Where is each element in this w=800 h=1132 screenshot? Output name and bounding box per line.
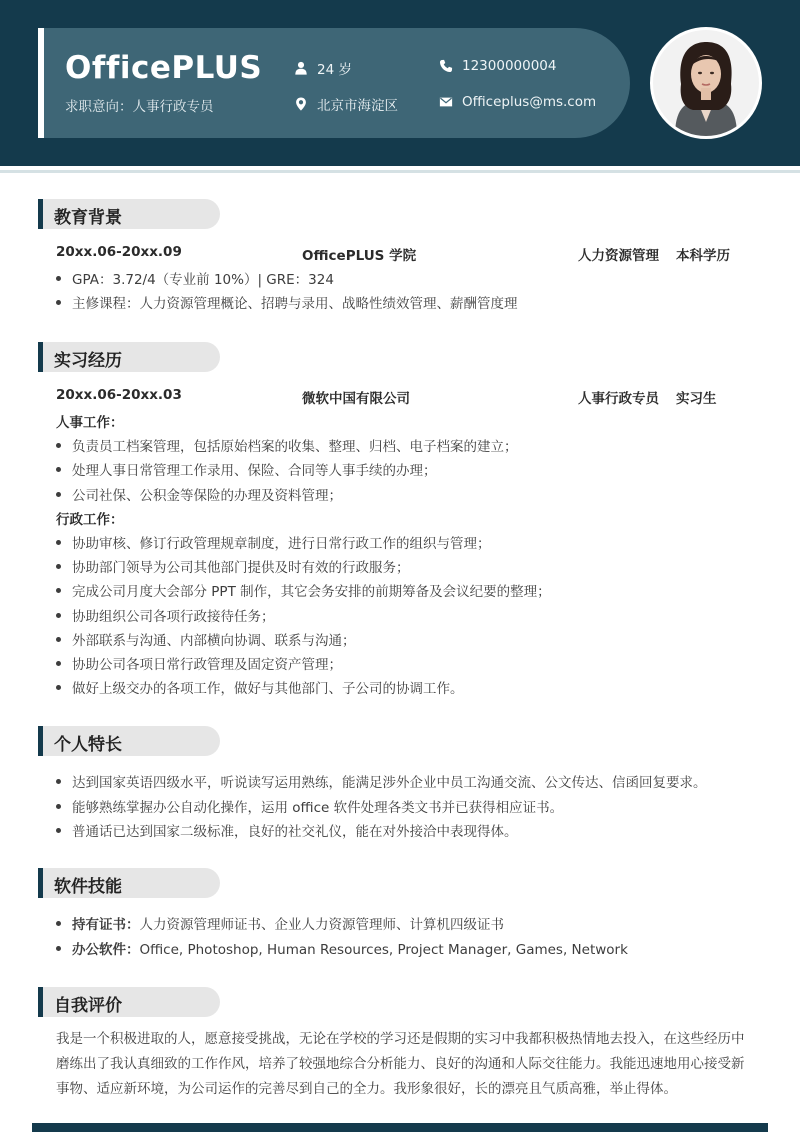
section-title-text: 实习经历 — [54, 351, 122, 371]
list-item: 公司社保、公积金等保险的办理及资料管理； — [56, 484, 342, 504]
phone-info — [438, 58, 556, 74]
education-major: 人力资源管理 — [578, 248, 659, 264]
person-icon — [293, 60, 309, 76]
section-title-text: 软件技能 — [54, 877, 122, 897]
profile-photo — [650, 27, 762, 139]
section-title-text: 个人特长 — [54, 735, 122, 755]
list-item: 能够熟练掌握办公自动化操作，运用 office 软件处理各类文书并已获得相应证书。 — [56, 796, 563, 816]
phone-text: 12300000004 — [462, 58, 557, 74]
list-item: 协助公司各项日常行政管理及固定资产管理； — [56, 653, 342, 673]
header-accent-bar — [38, 28, 44, 138]
list-item: 处理人事日常管理工作录用、保险、合同等人事手续的办理； — [56, 459, 437, 479]
list-item: 协助审核、修订行政管理规章制度，进行日常行政工作的组织与管理； — [56, 532, 491, 552]
section-title-education — [38, 199, 220, 229]
job-intent: 求职意向：人事行政专员 — [65, 99, 214, 115]
age-text: 24 岁 — [317, 62, 352, 78]
email-icon — [438, 94, 454, 110]
list-item — [56, 913, 504, 933]
footer-bar — [32, 1123, 768, 1132]
email-info — [438, 94, 596, 110]
hr-work-label: 人事工作： — [56, 415, 124, 431]
section-title-text: 教育背景 — [54, 208, 122, 228]
list-item: 达到国家英语四级水平，听说读写运用熟练，能满足涉外企业中员工沟通交流、公文传达、信函回复要求。 — [56, 771, 707, 791]
email-text: Officeplus@ms.com — [462, 94, 597, 110]
candidate-name: OfficePLUS — [65, 50, 263, 86]
list-item: 完成公司月度大会部分 PPT 制作，其它会务安排的前期筹备及会议纪要的整理； — [56, 580, 551, 600]
cert-label: 持有证书： — [72, 917, 140, 933]
education-degree: 本科学历 — [676, 248, 730, 264]
location-pin-icon — [293, 96, 309, 112]
list-item: 外部联系与沟通、内部横向协调、联系与沟通； — [56, 629, 356, 649]
self-eval-paragraph: 我是一个积极进取的人，愿意接受挑战，无论在学校的学习还是假期的实习中我都积极热情地去投入，在这些经历中磨练出了我认真细致的工作作风，培养了较强地综合分析能力、良好的沟通和人际交往能力。我能迅速地用心接受新事物、适应新环境，为公司运作的完善尽到自己的全力。我形象很好，长的漂亮且气质高雅，举止得体。 — [56, 1031, 745, 1097]
location-info — [293, 94, 398, 114]
internship-company: 微软中国有限公司 — [302, 391, 410, 407]
education-school: OfficePLUS 学院 — [302, 248, 417, 264]
phone-icon — [438, 58, 454, 74]
section-title-self-eval — [38, 987, 220, 1017]
list-item: 协助组织公司各项行政接待任务； — [56, 605, 275, 625]
section-title-text: 自我评价 — [54, 996, 122, 1016]
office-value: Office, Photoshop, Human Resources, Project Manager, Games, Network — [139, 942, 628, 958]
list-item: 主修课程：人力资源管理概论、招聘与录用、战略性绩效管理、薪酬管度理 — [56, 292, 518, 312]
internship-period: 20xx.06-20xx.03 — [56, 387, 182, 403]
age-info — [293, 58, 352, 78]
list-item: 普通话已达到国家二级标准，良好的社交礼仪，能在对外接洽中表现得体。 — [56, 820, 518, 840]
list-item — [56, 938, 628, 958]
location-text: 北京市海淀区 — [317, 98, 398, 114]
section-title-internship — [38, 342, 220, 372]
list-item: 负责员工档案管理，包括原始档案的收集、整理、归档、电子档案的建立； — [56, 435, 518, 455]
list-item: 协助部门领导为公司其他部门提供及时有效的行政服务； — [56, 556, 410, 576]
internship-position: 人事行政专员 — [578, 391, 659, 407]
list-item: GPA：3.72/4（专业前 10%）| GRE：324 — [56, 268, 334, 288]
section-title-skills — [38, 726, 220, 756]
admin-work-label: 行政工作： — [56, 512, 124, 528]
office-label: 办公软件： — [72, 942, 140, 958]
header-divider — [0, 170, 800, 173]
section-title-software — [38, 868, 220, 898]
cert-value: 人力资源管理师证书、企业人力资源管理师、计算机四级证书 — [139, 917, 504, 933]
list-item: 做好上级交办的各项工作，做好与其他部门、子公司的协调工作。 — [56, 677, 464, 697]
internship-type: 实习生 — [676, 391, 717, 407]
education-period: 20xx.06-20xx.09 — [56, 244, 182, 260]
